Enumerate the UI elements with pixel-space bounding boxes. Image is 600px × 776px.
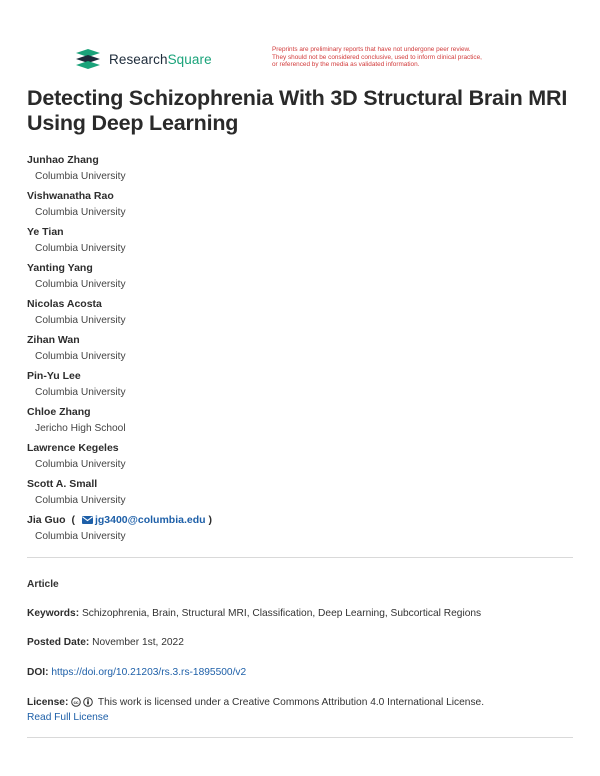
author-name: Jia Guo (27, 514, 66, 526)
author-affiliation: Columbia University (35, 315, 126, 326)
author-affiliation: Columbia University (35, 459, 126, 470)
author-entry (27, 332, 577, 368)
author-name: Chloe Zhang (27, 406, 91, 418)
author-affiliation: Columbia University (35, 495, 126, 506)
author-entry (27, 440, 577, 476)
author-name: Lawrence Kegeles (27, 442, 119, 454)
paper-title: Detecting Schizophrenia With 3D Structural Brain MRI Using Deep Learning (27, 86, 568, 135)
author-name: Junhao Zhang (27, 154, 99, 166)
by-icon (83, 697, 93, 707)
author-email-link[interactable]: jg3400@columbia.edu (94, 514, 206, 526)
author-affiliation: Columbia University (35, 351, 126, 362)
disclaimer-line: or referenced by the media as validated information. (272, 61, 420, 69)
author-affiliation: Columbia University (35, 387, 126, 398)
research-square-logo-icon (74, 48, 102, 70)
author-name: Ye Tian (27, 226, 64, 238)
author-entry (27, 476, 577, 512)
author-affiliation: Columbia University (35, 531, 126, 542)
email-paren: ( jg3400@columbia.edu ) (71, 514, 212, 526)
author-name: Zihan Wan (27, 334, 80, 346)
license-label: License: (27, 697, 69, 708)
author-affiliation: Columbia University (35, 171, 126, 182)
research-square-logo[interactable] (74, 48, 212, 70)
page-header (0, 0, 600, 80)
author-entry (27, 512, 577, 548)
author-name: Nicolas Acosta (27, 298, 102, 310)
doi-link[interactable]: https://doi.org/10.21203/rs.3.rs-1895500/v2 (51, 667, 247, 678)
author-affiliation: Jericho High School (35, 423, 126, 434)
posted-date-line (27, 635, 577, 650)
author-affiliation: Columbia University (35, 243, 126, 254)
author-name: Vishwanatha Rao (27, 190, 114, 202)
disclaimer-line: They should not be considered conclusive, used to inform clinical practice, (272, 53, 482, 61)
read-full-license-link[interactable]: Read Full License (27, 712, 109, 723)
disclaimer-line: Preprints are preliminary reports that have not undergone peer review. (272, 46, 471, 53)
author-entry (27, 224, 577, 260)
author-entry (27, 188, 577, 224)
doi-label: DOI: (27, 667, 49, 678)
mail-icon (82, 516, 93, 524)
corresponding-author-name (27, 512, 577, 529)
license-line (27, 695, 577, 725)
author-entry (27, 152, 577, 188)
author-entry (27, 368, 577, 404)
keywords-line (27, 606, 577, 621)
posted-date-value: November 1st, 2022 (92, 637, 184, 648)
author-name: Yanting Yang (27, 262, 93, 274)
author-name: Pin-Yu Lee (27, 370, 81, 382)
section-divider (27, 557, 573, 558)
doi-line (27, 665, 577, 680)
svg-text:cc: cc (73, 700, 79, 705)
author-affiliation: Columbia University (35, 207, 126, 218)
preprint-disclaimer (272, 46, 542, 69)
author-list (27, 152, 577, 548)
author-name: Scott A. Small (27, 478, 98, 490)
keywords-label: Keywords: (27, 608, 80, 619)
posted-date-label: Posted Date: (27, 637, 90, 648)
article-type: Article (27, 579, 59, 590)
license-text: This work is licensed under a Creative Commons Attribution 4.0 International License. (97, 697, 485, 708)
section-divider (27, 737, 573, 738)
author-entry (27, 260, 577, 296)
author-affiliation: Columbia University (35, 279, 126, 290)
cc-icon (71, 697, 81, 707)
author-entry (27, 296, 577, 332)
author-entry (27, 404, 577, 440)
keywords-value: Schizophrenia, Brain, Structural MRI, Classification, Deep Learning, Subcortical Regions (81, 608, 482, 619)
logo-text: ResearchSquare (109, 51, 212, 67)
